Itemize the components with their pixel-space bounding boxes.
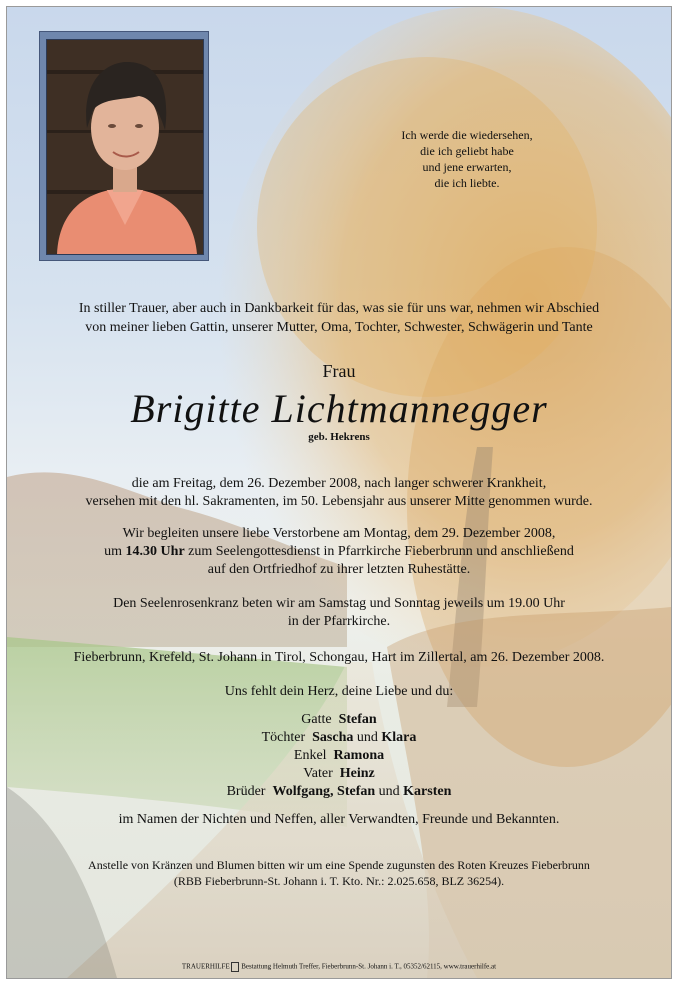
family-member: Wolfgang, Stefan [272,784,376,799]
family-member: Klara [381,730,417,745]
family-label: Töchter [261,730,306,745]
family-gatte [7,711,671,729]
relatives-line: im Namen der Nichten und Neffen, aller Verwandten, Freunde und Bekannten. [118,812,560,827]
birth-name: geb. Hekrens [308,431,370,443]
family-label: Vater [303,766,333,781]
intro-line: In stiller Trauer, aber auch in Dankbarkeit für das, was sie für uns war, nehmen wir Abschied [78,301,600,316]
family-toechter [7,729,671,747]
places-date: Fieberbrunn, Krefeld, St. Johann in Tirol, Schongau, Hart im Zillertal, am 26. Dezember 2008. [73,650,605,665]
portrait-frame [39,31,209,261]
family-conjunction: und [378,784,400,799]
poem-line: Ich werde die wiedersehen, [401,128,533,142]
funeral-text: um [104,544,126,559]
missing-line: Uns fehlt dein Herz, deine Liebe und du: [224,684,454,699]
family-label: Gatte [301,712,332,727]
family-label: Enkel [293,748,327,763]
family-member: Sascha [312,730,354,745]
intro-line: von meiner lieben Gattin, unserer Mutter, Oma, Tochter, Schwester, Schwägerin und Tante [85,320,593,335]
rosary-line: in der Pfarrkirche. [287,614,391,629]
poem-line: die ich geliebt habe [420,144,514,158]
family-vater [7,765,671,783]
funeral-time: 14.30 Uhr [125,544,185,559]
footer [7,962,671,972]
family-brueder [7,783,671,801]
family-enkel [7,747,671,765]
portrait-photo [46,39,204,255]
donation-line: (RBB Fieberbrunn-St. Johann i. T. Kto. Nr.: 2.025.658, BLZ 36254). [173,874,505,888]
donation-line: Anstelle von Kränzen und Blumen bitten wir um eine Spende zugunsten des Roten Kreuzes Fieberbrunn [88,858,590,872]
death-info-line: die am Freitag, dem 26. Dezember 2008, nach langer schwerer Krankheit, [131,476,547,491]
family-member: Ramona [333,748,385,763]
family-member: Karsten [403,784,452,799]
funeral-line: auf den Ortfriedhof zu ihrer letzten Ruhestätte. [207,562,471,577]
poem [367,127,567,191]
poem-line: und jene erwarten, [422,160,512,174]
death-info-line: versehen mit den hl. Sakramenten, im 50. Lebensjahr aus unserer Mitte genommen wurde. [85,494,593,509]
rosary-line: Den Seelenrosenkranz beten wir am Samstag und Sonntag jeweils um 19.00 Uhr [113,596,565,611]
funeral-line [7,543,671,561]
trauerhilfe-logo-icon [231,962,239,972]
family-member: Stefan [338,712,377,727]
funeral-text: zum Seelengottesdienst in Pfarrkirche Fieberbrunn und anschließend [184,544,574,559]
deceased-name: Brigitte Lichtmannegger [130,386,548,431]
funeral-line: Wir begleiten unsere liebe Verstorbene am Montag, dem 29. Dezember 2008, [122,526,556,541]
title-prefix: Frau [322,361,356,381]
family-label: Brüder [226,784,266,799]
footer-text: Bestattung Helmuth Treffer, Fieberbrunn-St. Johann i. T., 05352/62115, www.trauerhilfe.at [241,962,497,971]
family-conjunction: und [356,730,378,745]
portrait-image [47,40,203,254]
family-member: Heinz [339,766,375,781]
poem-line: die ich liebte. [434,176,500,190]
footer-brand: TRAUERHILFE [181,962,230,971]
obituary-card [6,6,672,979]
